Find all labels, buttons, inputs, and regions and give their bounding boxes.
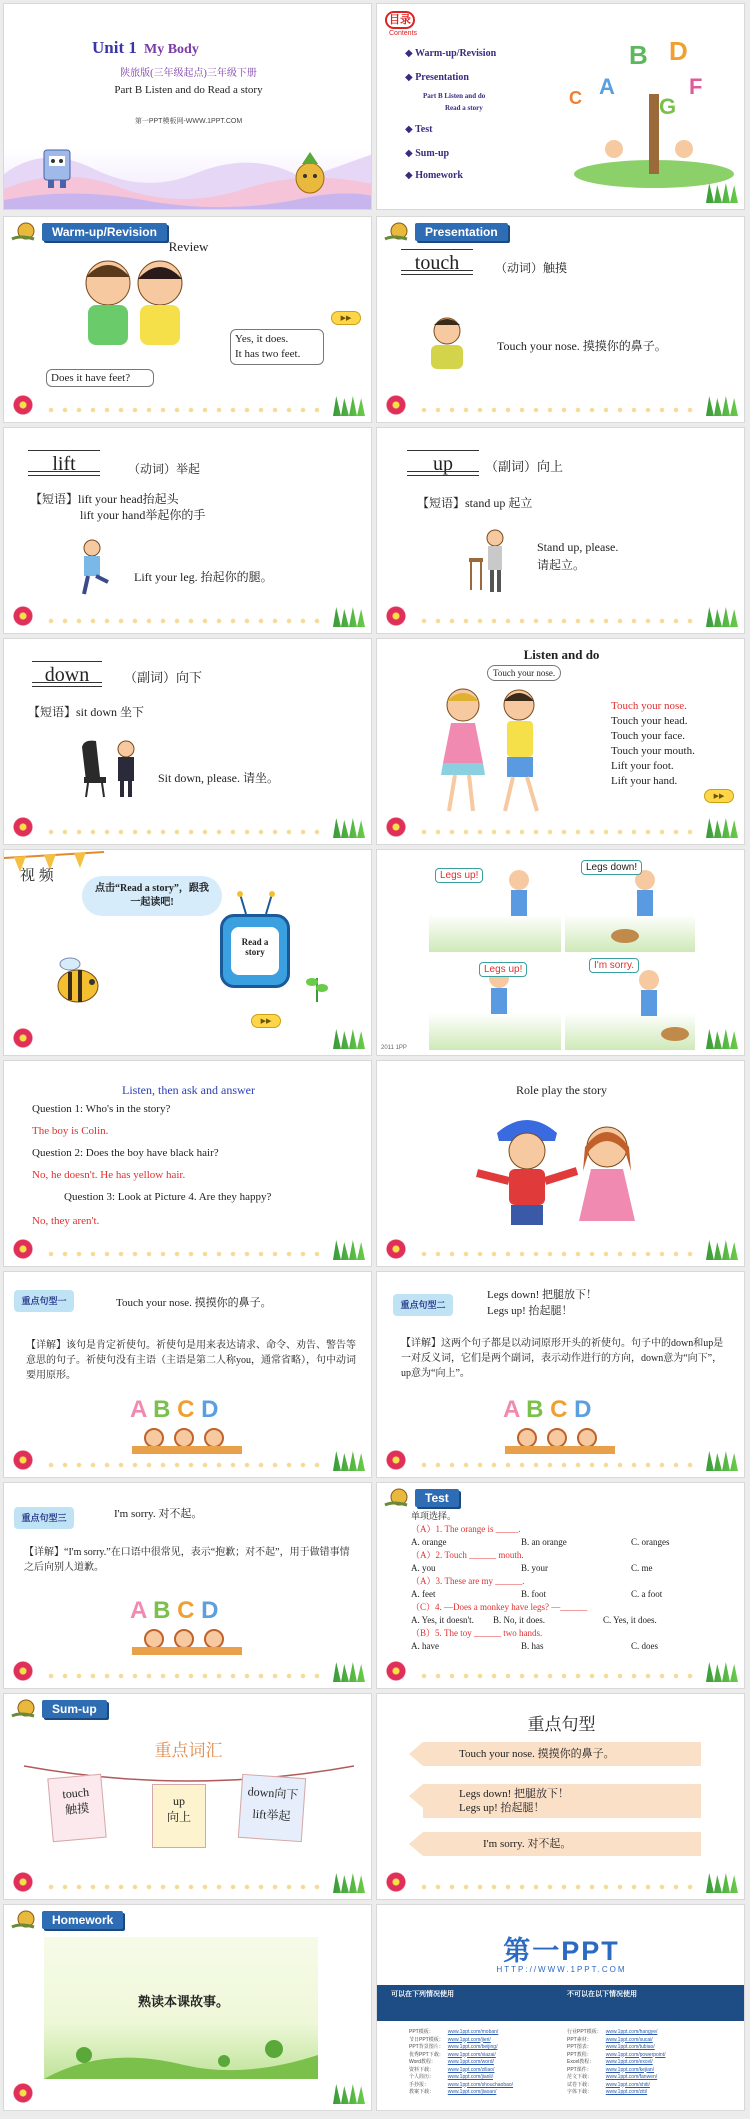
example-sentence: Lift your leg. 抬起你的腿。 — [134, 570, 273, 584]
vocab-word: up — [433, 453, 453, 475]
resource-link[interactable]: www.1ppt.com/tubiao/ — [605, 2044, 655, 2050]
resource-link[interactable]: www.1ppt.com/fanwen/ — [605, 2074, 658, 2080]
contents-subitem-story[interactable]: Read a story — [445, 104, 483, 112]
abc-blocks-icon: A B C D — [130, 1396, 219, 1423]
test-questions — [411, 1523, 741, 1653]
grass-icon — [333, 1873, 365, 1893]
slide-contents[interactable] — [376, 3, 745, 210]
alphabet-tree-illustration — [559, 24, 739, 194]
slide-key-sentence-1[interactable] — [3, 1271, 372, 1478]
example-sentence: Touch your nose. 摸摸你的鼻子。 — [497, 339, 667, 353]
boy-lifting-leg-illustration — [72, 538, 112, 598]
vocab-word-box — [28, 450, 100, 476]
grass-icon — [706, 396, 738, 416]
flower-icon — [383, 605, 409, 627]
resource-link[interactable]: www.1ppt.com/shouchaobao/ — [447, 2081, 514, 2088]
note-meaning: 触摸 — [64, 1800, 90, 1818]
note-meaning: 向上 — [166, 1810, 191, 1824]
contents-item-sumup[interactable]: ◆ Sum-up — [405, 148, 450, 159]
contents-item-label: Test — [415, 124, 433, 135]
desk-shape — [132, 1647, 242, 1655]
vocab-note-touch — [47, 1774, 106, 1842]
sentence-tag: 重点句型一 — [14, 1290, 74, 1312]
contents-subitem-listen[interactable]: Part B Listen and do — [423, 92, 486, 100]
answer-line-1: Yes, it does. — [235, 333, 289, 345]
decorative-dots — [44, 829, 327, 835]
resource-link[interactable]: www.1ppt.com/jianli/ — [447, 2074, 494, 2080]
vocab-word: touch — [414, 252, 460, 274]
speech-bubble: Touch your nose. — [487, 665, 561, 681]
child-icon — [174, 1428, 194, 1448]
two-kids-dancing-illustration — [433, 683, 553, 819]
child-icon — [204, 1428, 224, 1448]
slide-listen-and-do[interactable] — [376, 638, 745, 845]
svg-text:A: A — [599, 74, 615, 99]
instruction-cloud: 点击“Read a story”，跟我一起读吧! — [82, 876, 222, 916]
review-title: Review — [168, 239, 209, 254]
key-sentence: Touch your nose. 摸摸你的鼻子。 — [116, 1297, 272, 1309]
svg-text:D: D — [669, 36, 688, 66]
sentence-banner-2 — [423, 1784, 701, 1818]
two-kids-illustration — [70, 253, 200, 357]
slide-footer: 2011 1PP — [381, 1045, 407, 1051]
decorative-dots — [417, 1884, 700, 1890]
command-item: Lift your hand. — [611, 775, 678, 787]
answer-3: No, they aren't. — [32, 1215, 100, 1227]
child-icon — [577, 1428, 597, 1448]
svg-text:B: B — [629, 40, 648, 70]
resource-link[interactable]: www.1ppt.com/moban/ — [447, 2029, 499, 2035]
sentence-explanation: 【详解】这两个句子都是以动词原形开头的祈使句。句子中的down和up是一对反义词，它们是两个副词，表示动作进行的方向，down意为“向下”，up意为“向上”。 — [401, 1338, 724, 1379]
resource-link[interactable]: www.1ppt.com/ziliao/ — [447, 2066, 495, 2073]
slide-sum-up[interactable] — [3, 1693, 372, 1900]
flower-icon — [383, 394, 409, 416]
part-of-speech: （副词）向上 — [485, 459, 564, 474]
resource-link[interactable]: www.1ppt.com/kejian/ — [605, 2066, 655, 2073]
child-icon — [144, 1428, 164, 1448]
decorative-dots — [44, 1462, 327, 1468]
story-bubble-1: Legs up! — [435, 868, 483, 883]
flower-icon — [383, 1660, 409, 1682]
command-item: Touch your mouth. — [611, 745, 695, 757]
boy-and-dog-illustrations — [429, 858, 695, 1050]
test-intro: 单项选择。 — [411, 1511, 457, 1521]
command-list — [611, 699, 695, 789]
slide-warmup[interactable] — [3, 216, 372, 423]
flower-icon — [10, 1238, 36, 1260]
title-topic: My Body — [144, 42, 199, 57]
usage-left-title: 可以在下列情况使用 — [391, 1991, 454, 1998]
link-list-left: PPT模板： 节日PPT模板： PPT背景图片： 优秀PPT下载： Word教程： 资料下载： 个人简历： 手抄报： 教案下载： www.1ppt.com/moban/ www.1ppt.com/jieri/ www.1ppt.com/beijing/ www.1ppt.com/xiazai/ www.1ppt.com/word/ www.1ppt.com/ziliao/ www.1ppt.com/jianli/ www.1ppt.com/shouchaobao/ www.1ppt.com/jiaoan/ — [409, 2029, 514, 2095]
decorative-dots — [44, 618, 327, 624]
contents-item-label: Homework — [415, 170, 463, 181]
flower-icon — [10, 605, 36, 627]
tv-screen-link[interactable] — [220, 914, 290, 988]
contents-item-presentation[interactable]: ◆ Presentation — [405, 72, 469, 83]
slide-lift[interactable] — [3, 427, 372, 634]
child-icon — [174, 1629, 194, 1649]
flower-icon — [10, 1449, 36, 1471]
command-item: Lift your foot. — [611, 760, 674, 772]
pineapple-illustration — [292, 150, 328, 194]
question-line: （B）5. The toy ______ two hands. — [411, 1628, 543, 1638]
part-of-speech: （动词）触摸 — [495, 261, 568, 275]
option-row: A. Yes, it doesn't. B. No, it does. C. Yes, it does. — [411, 1615, 657, 1625]
usage-right-title: 不可以在以下情况使用 — [567, 1991, 637, 1998]
resource-link[interactable]: www.1ppt.com/hangye/ — [605, 2029, 658, 2035]
story-bubble-2: Legs down! — [581, 860, 642, 875]
vocab-note-down-lift — [238, 1774, 306, 1842]
example-sentence-en: Stand up, please. — [537, 540, 619, 554]
phrase-line-1 — [30, 490, 179, 507]
key-sentence: I'm sorry. 对不起。 — [114, 1508, 203, 1520]
slide-key-sentence-3[interactable] — [3, 1482, 372, 1689]
command-item: Touch your nose. — [611, 700, 687, 712]
flower-icon — [383, 1238, 409, 1260]
next-button[interactable]: ▶▶ — [251, 1014, 281, 1028]
resource-link[interactable]: www.1ppt.com/excel/ — [605, 2059, 653, 2065]
vocab-word-box — [407, 450, 479, 476]
child-icon — [144, 1629, 164, 1649]
answer-bubble — [230, 329, 324, 365]
resource-link[interactable]: www.1ppt.com/beijing/ — [447, 2044, 498, 2050]
grass-icon — [333, 1662, 365, 1682]
grass-icon — [333, 396, 365, 416]
part-of-speech: （动词）举起 — [128, 462, 201, 476]
slide-story-frames[interactable] — [376, 849, 745, 1056]
grass-icon — [333, 2084, 365, 2104]
flower-icon — [383, 1449, 409, 1471]
abc-blocks-icon: A B C D — [130, 1597, 219, 1624]
decorative-dots — [417, 1462, 700, 1468]
clover-decoration — [44, 2025, 318, 2079]
boy-sitting-illustration — [78, 737, 148, 799]
slide-test[interactable] — [376, 1482, 745, 1689]
svg-text:C: C — [569, 88, 582, 108]
flower-icon — [10, 2082, 36, 2104]
decorative-dots — [417, 407, 700, 413]
phrase-text: lift your head抬起头 — [78, 492, 179, 506]
contents-item-warmup[interactable]: ◆ Warm-up/Revision — [405, 48, 497, 59]
section-tag: Warm-up/Revision — [42, 223, 167, 241]
vocab-note-up — [152, 1784, 206, 1848]
tv-screen: Read a story — [231, 927, 279, 975]
slide-title: Listen, then ask and answer — [122, 1083, 255, 1097]
resource-link[interactable]: www.1ppt.com/word/ — [447, 2059, 494, 2065]
resource-link[interactable]: www.1ppt.com/sucai/ — [605, 2036, 653, 2043]
boy-touching-nose-illustration — [421, 313, 471, 371]
grass-icon — [706, 818, 738, 838]
vocab-word: lift — [52, 453, 76, 475]
slide-title: Listen and do — [523, 647, 600, 662]
story-bubble-4: I'm sorry. — [589, 958, 639, 973]
decorative-dots — [417, 829, 700, 835]
slide-credits[interactable] — [376, 1904, 745, 2111]
contents-item-label: Warm-up/Revision — [415, 48, 497, 59]
decorative-dots — [417, 1251, 700, 1257]
homework-text: 熟读本课故事。 — [138, 1994, 230, 2009]
slide-role-play[interactable] — [376, 1060, 745, 1267]
contents-item-test[interactable]: ◆ Test — [405, 124, 433, 135]
snail-icon — [10, 1907, 38, 1931]
flower-icon — [383, 1871, 409, 1893]
site-label: 第一PPT模板网-WWW.1PPT.COM — [134, 118, 243, 125]
sentence-banner-1: Touch your nose. 摸摸你的鼻子。 — [423, 1742, 701, 1766]
slide-title: Role play the story — [516, 1083, 607, 1097]
vocab-word: down — [44, 664, 90, 686]
slide-video[interactable] — [3, 849, 372, 1056]
section-tag: Presentation — [415, 223, 508, 241]
question-3: Question 3: Look at Picture 4. Are they happy? — [64, 1191, 272, 1203]
flower-icon — [10, 394, 36, 416]
grass-icon — [706, 1873, 738, 1893]
decorative-dots — [44, 407, 327, 413]
boy-standing-illustration — [467, 528, 507, 594]
grass-icon — [706, 1240, 738, 1260]
phrase-line-2: lift your hand举起你的手 — [80, 508, 206, 522]
question-line: （A）3. These are my ______. — [411, 1576, 525, 1586]
next-button[interactable]: ▶▶ — [704, 789, 734, 803]
video-label: 视 频 — [20, 868, 54, 884]
contents-item-homework[interactable]: ◆ Homework — [405, 170, 463, 181]
phrase-label: 【短语】 — [30, 492, 79, 506]
option-row: A. orange B. an orange C. oranges — [411, 1537, 670, 1547]
snail-icon — [383, 1485, 411, 1509]
sentence-tag: 重点句型二 — [393, 1294, 453, 1316]
contents-header: 目录 — [385, 11, 415, 29]
banner-line: Legs down! 把腿放下！ — [459, 1788, 569, 1800]
contents-header-en: Contents — [389, 30, 418, 37]
question-2: Question 2: Does the boy have black hair? — [32, 1147, 219, 1159]
resource-link[interactable]: www.1ppt.com/xiazai/ — [447, 2051, 496, 2058]
example-sentence: Sit down, please. 请坐。 — [158, 771, 279, 785]
part-of-speech: （副词）向下 — [124, 670, 203, 685]
slide-homework[interactable] — [3, 1904, 372, 2111]
phrase-line: 【短语】sit down 坐下 — [28, 705, 145, 719]
child-icon — [204, 1629, 224, 1649]
flower-icon — [383, 816, 409, 838]
svg-text:F: F — [689, 74, 703, 99]
bee-illustration — [48, 950, 108, 1010]
phrase-line: 【短语】stand up 起立 — [417, 496, 533, 510]
sentence-explanation: 【详解】该句是肯定祈使句。祈使句是用来表达请求、命令、劝告、警告等意思的句子。祈使句没有主语（主语是第二人称you，通常省略），句中动词要用原形。 — [26, 1340, 356, 1381]
grass-icon — [333, 1029, 365, 1049]
grass-icon — [706, 1662, 738, 1682]
grass-icon — [333, 607, 365, 627]
contents-item-label: Sum-up — [415, 148, 450, 159]
question-line: （C）4. —Does a monkey have legs? —______ — [411, 1602, 588, 1612]
example-sentence-zh: 请起立。 — [537, 558, 586, 572]
section-tag: Sum-up — [42, 1700, 107, 1718]
vocab-summary-title: 重点词汇 — [154, 1741, 223, 1760]
decorative-dots — [44, 1884, 327, 1890]
grass-icon — [333, 818, 365, 838]
option-row: A. feet B. foot C. a foot — [411, 1589, 663, 1599]
command-item: Touch your head. — [611, 715, 688, 727]
vocab-word-box — [32, 661, 102, 687]
slide-key-sentence-2[interactable] — [376, 1271, 745, 1478]
vocab-word-box — [401, 249, 473, 275]
resource-link[interactable]: www.1ppt.com/shiti/ — [605, 2081, 650, 2088]
grass-icon — [706, 1029, 738, 1049]
slide-questions[interactable] — [3, 1060, 372, 1267]
flower-icon — [10, 1871, 36, 1893]
next-button[interactable]: ▶▶ — [331, 311, 361, 325]
svg-text:G: G — [659, 94, 677, 119]
summary-title: 重点句型 — [527, 1715, 596, 1734]
link-list-right: 行业PPT模板： PPT素材： PPT图表： PPT教程： Excel教程： PPT课件： 范文下载： 试卷下载： 字体下载： www.1ppt.com/hangye/ www.1ppt.com/sucai/ www.1ppt.com/tubiao/ www.1ppt.com/powerpoint/ www.1ppt.com/excel/ www.1ppt.com/kejian/ www.1ppt.com/fanwen/ www.1ppt.com/shiti/ www.1ppt.com/ziti/ — [567, 2029, 666, 2095]
resource-link[interactable]: www.1ppt.com/powerpoint/ — [605, 2051, 666, 2058]
sentence-banner-3: I'm sorry. 对不起。 — [423, 1832, 701, 1856]
command-item: Touch your face. — [611, 730, 686, 742]
slide-title[interactable] — [3, 3, 372, 210]
boy-and-girl-illustration — [467, 1111, 657, 1241]
resource-link[interactable]: www.1ppt.com/jieri/ — [447, 2036, 491, 2043]
contents-item-label: Presentation — [415, 72, 469, 83]
child-icon — [517, 1428, 537, 1448]
question-1: Question 1: Who's in the story? — [32, 1103, 171, 1115]
child-icon — [547, 1428, 567, 1448]
question-line: （A）2. Touch ______ mouth. — [411, 1550, 524, 1560]
key-sentence-2: Legs up! 抬起腿！ — [487, 1305, 573, 1317]
resource-link[interactable]: www.1ppt.com/ziti/ — [605, 2089, 648, 2095]
part-label: Part B Listen and do Read a story — [114, 84, 263, 96]
note-word: touch — [61, 1784, 90, 1802]
note-word: down向下 — [247, 1784, 299, 1802]
sentence-explanation: 【详解】“I'm sorry.”在口语中很常见，表示“抱歉；对不起”，用于做错事情之后向别人道歉。 — [24, 1547, 350, 1573]
note-word: up — [173, 1794, 185, 1808]
answer-1: The boy is Colin. — [32, 1125, 109, 1137]
tv-antenna-icon — [236, 890, 276, 916]
snail-icon — [383, 219, 411, 243]
grass-icon — [333, 1451, 365, 1471]
grass-icon — [706, 607, 738, 627]
question-line: （A）1. The orange is _____. — [411, 1524, 521, 1534]
resource-link[interactable]: www.1ppt.com/jiaoan/ — [447, 2089, 497, 2095]
decorative-dots — [44, 1673, 327, 1679]
story-bubble-3: Legs up! — [479, 962, 527, 977]
abc-blocks-icon: A B C D — [503, 1396, 592, 1423]
banner-line: Legs up! 抬起腿！ — [459, 1802, 545, 1814]
brand-url: HTTP://WWW.1PPT.COM — [496, 1965, 627, 1974]
flower-icon — [10, 816, 36, 838]
brand-logo: 第一PPT — [503, 1936, 620, 1966]
robot-illustration — [40, 144, 74, 190]
desk-shape — [132, 1446, 242, 1454]
key-sentence-1: Legs down! 把腿放下！ — [487, 1289, 597, 1301]
sentence-tag: 重点句型三 — [14, 1507, 74, 1529]
slide-down[interactable] — [3, 638, 372, 845]
flower-icon — [10, 1027, 36, 1049]
slide-touch[interactable] — [376, 216, 745, 423]
decorative-dots — [44, 1251, 327, 1257]
decorative-dots — [417, 618, 700, 624]
edition-label: 陕旅版(三年级起点)三年级下册 — [120, 68, 257, 79]
grass-icon — [333, 1240, 365, 1260]
note-meaning: lift举起 — [252, 1806, 291, 1824]
option-row: A. you B. your C. me — [411, 1563, 653, 1573]
plant-icon — [304, 970, 330, 1002]
section-tag: Homework — [42, 1911, 123, 1929]
section-tag: Test — [415, 1489, 459, 1507]
snail-icon — [10, 1696, 38, 1720]
answer-2: No, he doesn't. He has yellow hair. — [32, 1169, 186, 1181]
decorative-dots — [417, 1673, 700, 1679]
flower-icon — [10, 1660, 36, 1682]
answer-line-2: It has two feet. — [235, 348, 301, 360]
option-row: A. have B. has C. does — [411, 1641, 658, 1651]
slide-up[interactable] — [376, 427, 745, 634]
question-bubble: Does it have feet? — [46, 369, 154, 387]
title-unit: Unit 1 — [92, 38, 137, 57]
desk-shape — [505, 1446, 615, 1454]
grass-icon — [706, 1451, 738, 1471]
slide-key-sentences-summary[interactable] — [376, 1693, 745, 1900]
